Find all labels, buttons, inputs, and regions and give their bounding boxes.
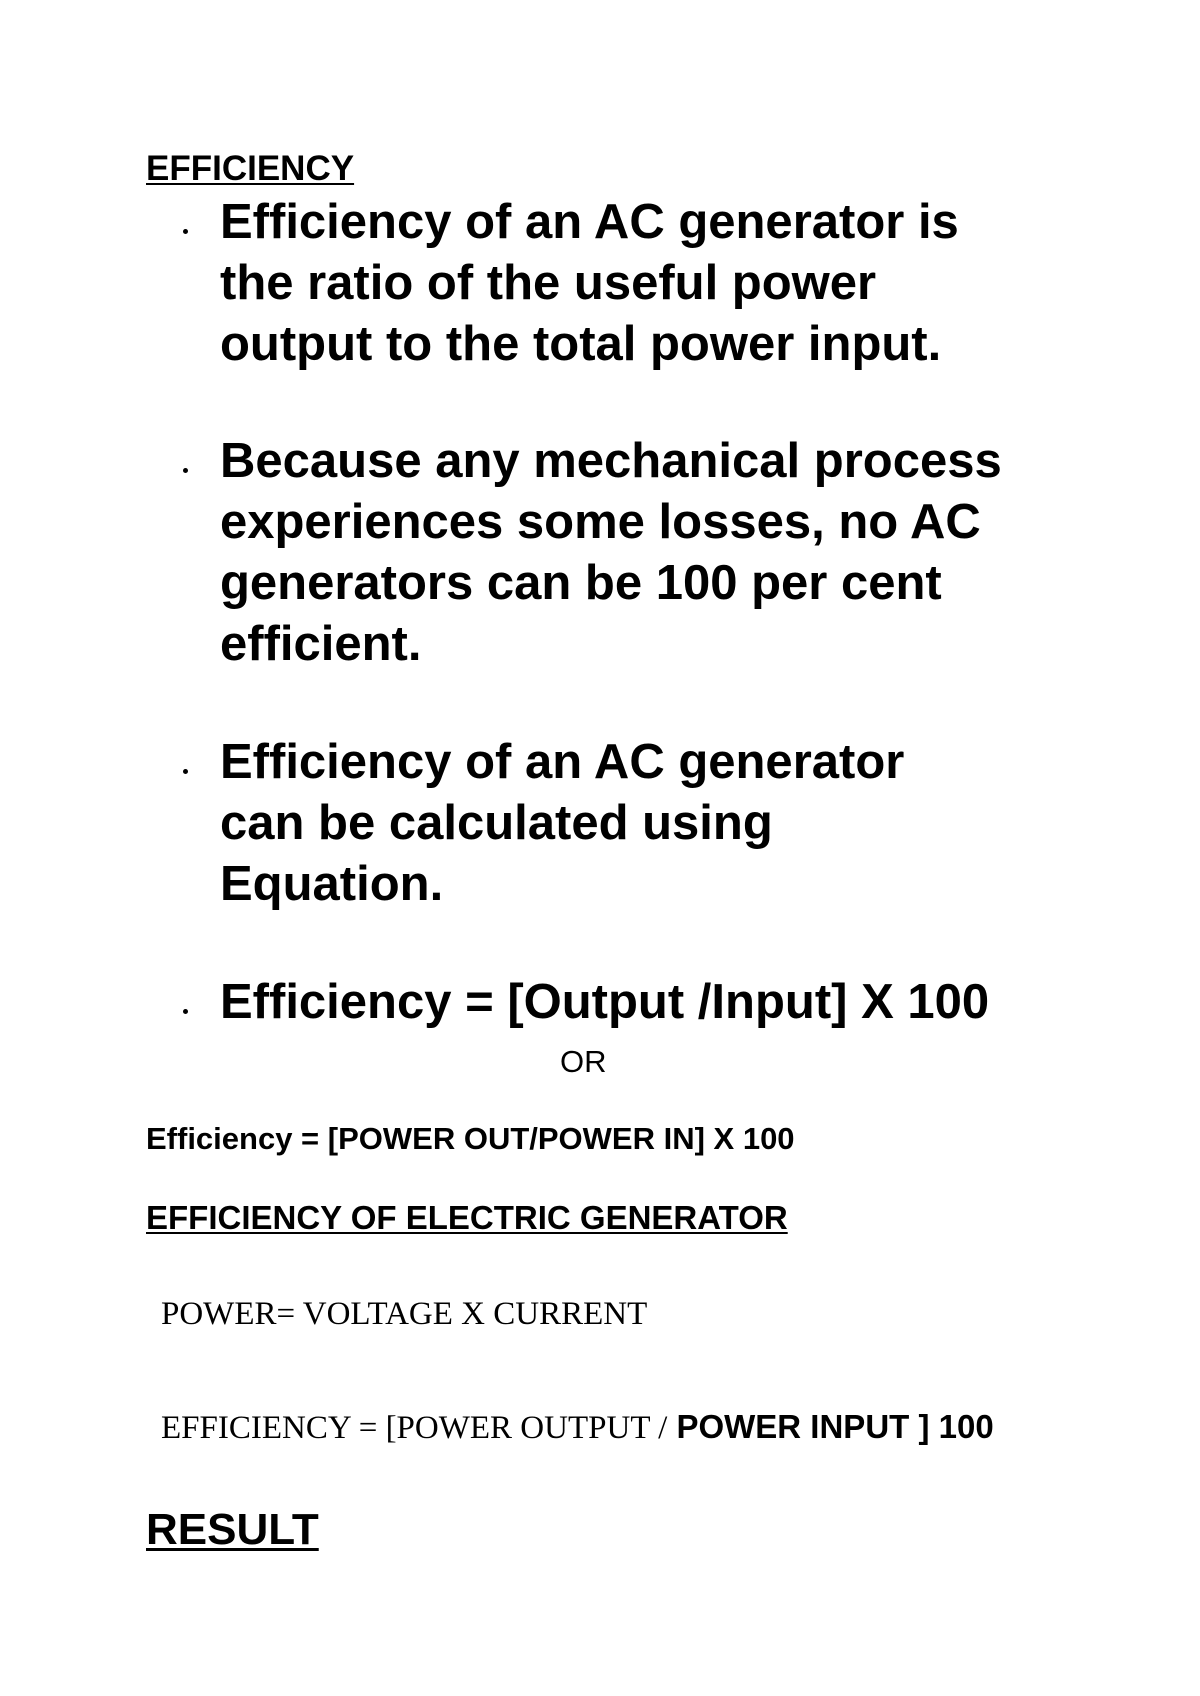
bullet-dot-icon bbox=[183, 1009, 188, 1014]
efficiency-equation-part1: EFFICIENCY = [POWER OUTPUT / bbox=[161, 1410, 668, 1446]
bullet-list bbox=[176, 192, 1186, 1033]
efficiency-equation bbox=[161, 1408, 994, 1447]
bullet-line: Equation. bbox=[220, 857, 444, 911]
bullet-line: Efficiency of an AC generator bbox=[220, 735, 905, 789]
bullet-line: Because any mechanical process bbox=[220, 434, 1002, 488]
bullet-line: Efficiency of an AC generator is bbox=[220, 195, 959, 249]
bullet-line: Efficiency = [Output /Input] X 100 bbox=[220, 975, 990, 1029]
bullet-item bbox=[176, 732, 1186, 915]
efficiency-equation-simple: Efficiency = [POWER OUT/POWER IN] X 100 bbox=[146, 1121, 795, 1156]
bullet-line: efficient. bbox=[220, 617, 422, 671]
bullet-line: can be calculated using bbox=[220, 796, 773, 850]
bullet-dot-icon bbox=[183, 229, 188, 234]
bullet-line: experiences some losses, no AC bbox=[220, 495, 981, 549]
electric-generator-heading: EFFICIENCY OF ELECTRIC GENERATOR bbox=[146, 1199, 788, 1236]
bullet-item bbox=[176, 972, 1186, 1033]
bullet-line: generators can be 100 per cent bbox=[220, 556, 942, 610]
efficiency-equation-part2: POWER INPUT ] 100 bbox=[676, 1408, 994, 1445]
bullet-line: the ratio of the useful power bbox=[220, 256, 877, 310]
or-separator: OR bbox=[560, 1044, 607, 1079]
power-equation: POWER= VOLTAGE X CURRENT bbox=[161, 1296, 648, 1332]
bullet-item bbox=[176, 192, 1186, 375]
bullet-dot-icon bbox=[183, 468, 188, 473]
bullet-line: output to the total power input. bbox=[220, 317, 942, 371]
result-heading: RESULT bbox=[146, 1505, 319, 1554]
bullet-dot-icon bbox=[183, 769, 188, 774]
efficiency-heading: EFFICIENCY bbox=[146, 149, 355, 188]
bullet-item bbox=[176, 431, 1186, 675]
